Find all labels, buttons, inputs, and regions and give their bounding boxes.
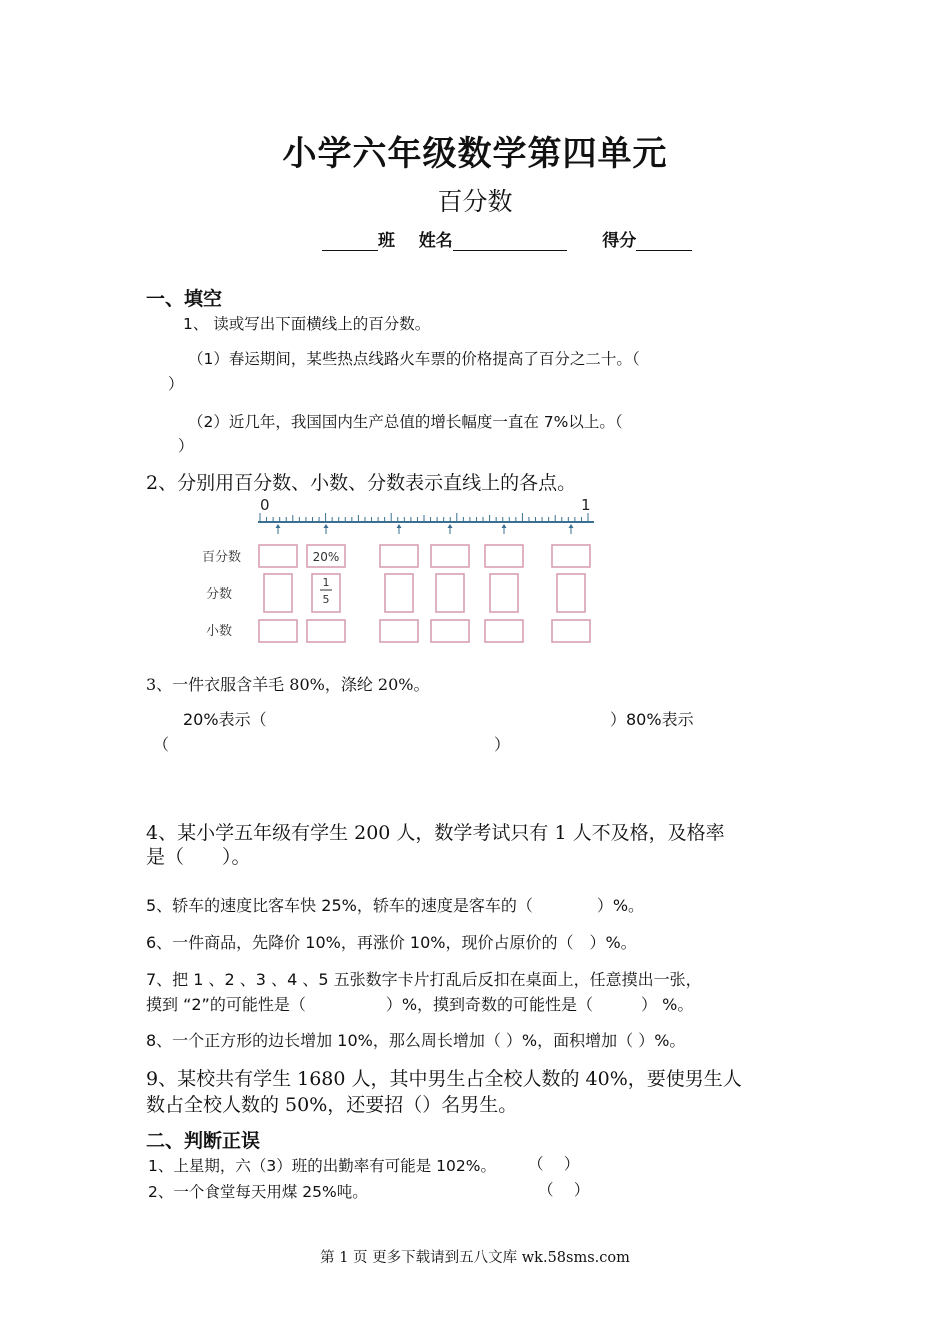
given-percent-value: 20% [312, 550, 340, 564]
decimal-answer-box[interactable] [431, 620, 469, 642]
fraction-answer-box[interactable] [490, 574, 518, 612]
q4-line1: 4、某小学五年级有学生 200 人，数学考试只有 1 人不及格，及格率 [146, 822, 725, 844]
q3-line2-left: （ [153, 735, 170, 754]
section-heading-true-false: 二、判断正误 [146, 1130, 261, 1152]
class-blank[interactable] [322, 232, 378, 251]
point-arrow-head [448, 524, 453, 528]
page-footer: 第 1 页 更多下载请到五八文库 wk.58sms.com [320, 1250, 630, 1266]
decimal-answer-box[interactable] [552, 620, 590, 642]
q1-item2-line2: ） [178, 437, 194, 455]
row-label-percent: 百分数 [202, 550, 242, 565]
row-label-decimal: 小数 [206, 624, 233, 639]
answer-boxes [259, 545, 590, 642]
fraction-answer-box[interactable] [436, 574, 464, 612]
q3-line1-left: 20%表示（ [183, 710, 267, 729]
percent-answer-box[interactable] [431, 545, 469, 567]
decimal-answer-box[interactable] [380, 620, 418, 642]
point-arrow-head [569, 524, 574, 528]
number-line-figure [196, 492, 606, 648]
ruler-point-arrows [276, 524, 574, 534]
fraction-answer-box[interactable] [557, 574, 585, 612]
score-label: 得分 [602, 231, 637, 251]
q2-prompt: 2、分别用百分数、小数、分数表示直线上的各点。 [146, 472, 577, 494]
percent-answer-box[interactable] [552, 545, 590, 567]
q1-item1-line2: ） [168, 375, 184, 393]
section-heading-fill-in: 一、填空 [146, 288, 223, 310]
score-blank[interactable] [636, 232, 692, 251]
q7-line1: 7、把 1 、2 、3 、4 、5 五张数字卡片打乱后反扣在桌面上，任意摸出一张， [146, 970, 702, 989]
row-label-fraction: 分数 [206, 587, 233, 602]
q4-line2: 是（ ）。 [146, 846, 251, 868]
fraction-answer-box[interactable] [385, 574, 413, 612]
name-blank[interactable] [453, 232, 567, 251]
percent-answer-box[interactable] [485, 545, 523, 567]
given-fraction-denominator: 5 [322, 593, 330, 606]
class-label: 班 [378, 231, 395, 251]
q3-line1-right: ）80%表示 [610, 710, 694, 729]
q7-line2: 摸到 “2”的可能性是（ ）%，摸到奇数的可能性是（ ） %。 [146, 995, 694, 1014]
q9-line1: 9、某校共有学生 1680 人，其中男生占全校人数的 40%，要使男生人 [146, 1068, 742, 1090]
q3-prompt [146, 672, 429, 695]
tf-item-2-answer[interactable]: （ ） [538, 1181, 590, 1199]
page-title: 小学六年级数学第四单元 [282, 134, 668, 174]
q3-prompt-text: 3、一件衣服含羊毛 80%，涤纶 20%。 [146, 675, 430, 694]
q5-text: 5、轿车的速度比客车快 25%，轿车的速度是客车的（ ）%。 [146, 896, 645, 915]
q8-text: 8、一个正方形的边长增加 10%，那么周长增加（ ）%，面积增加（ ）%。 [146, 1031, 686, 1050]
name-label: 姓名 [418, 231, 453, 251]
fraction-answer-box[interactable] [264, 574, 292, 612]
ruler-start-label: 0 [260, 496, 270, 514]
q9-line2: 数占全校人数的 50%，还要招（）名男生。 [146, 1094, 518, 1116]
q1-prompt: 1、 读或写出下面横线上的百分数。 [183, 315, 431, 333]
page-subtitle: 百分数 [437, 187, 513, 216]
percent-answer-box[interactable] [259, 545, 297, 567]
point-arrow-head [276, 524, 281, 528]
decimal-answer-box[interactable] [307, 620, 345, 642]
percent-answer-box[interactable] [380, 545, 418, 567]
q1-item2-line1: （2）近几年，我国国内生产总值的增长幅度一直在 7%以上。（ [188, 413, 623, 431]
q6-text: 6、一件商品，先降价 10%，再涨价 10%，现价占原价的（ ）%。 [146, 933, 637, 952]
tf-item-1-text: 1、上星期，六（3）班的出勤率有可能是 102%。 [148, 1157, 496, 1175]
point-arrow-head [397, 524, 402, 528]
q3-line2-right: ） [494, 735, 511, 754]
given-fraction-numerator: 1 [322, 576, 330, 589]
decimal-answer-box[interactable] [485, 620, 523, 642]
ruler [258, 513, 594, 534]
q1-item1-line1: （1）春运期间，某些热点线路火车票的价格提高了百分之二十。（ [188, 350, 640, 368]
decimal-answer-box[interactable] [259, 620, 297, 642]
point-arrow-head [324, 524, 329, 528]
tf-item-1-answer[interactable]: （ ） [528, 1155, 580, 1173]
tf-item-2-text: 2、一个食堂每天用煤 25%吨。 [148, 1183, 368, 1201]
ruler-ticks [260, 513, 588, 522]
point-arrow-head [502, 524, 507, 528]
student-info-line [322, 226, 692, 251]
ruler-end-label: 1 [581, 496, 591, 514]
